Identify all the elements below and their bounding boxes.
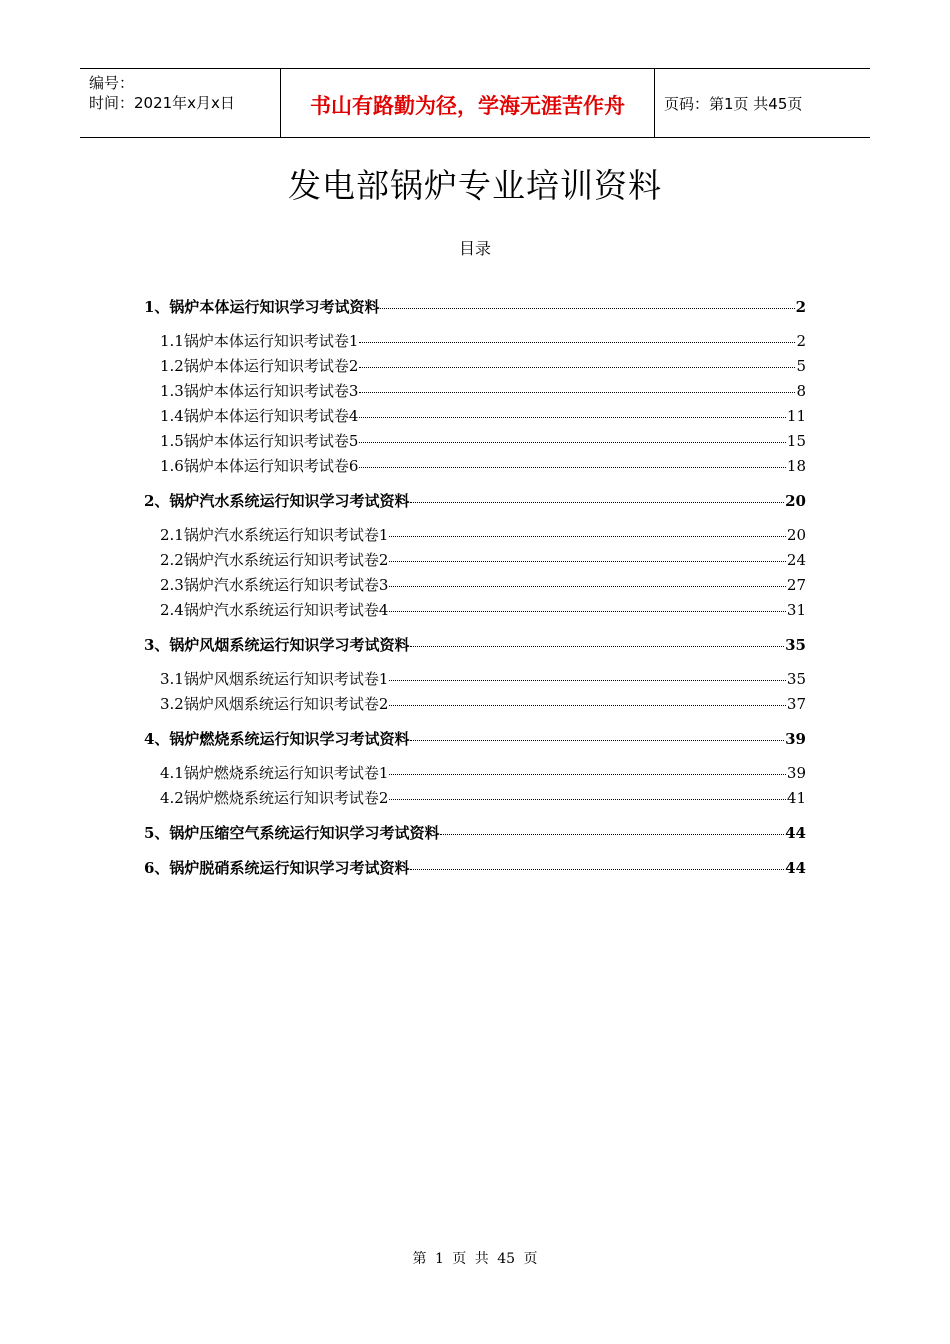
- toc-entry-page-number: 31: [786, 601, 806, 619]
- toc-entry-page-number: 15: [786, 432, 806, 450]
- toc-dot-leader: [389, 773, 786, 775]
- toc-entry-page-number: 5: [796, 357, 806, 375]
- toc-dot-leader: [359, 466, 786, 468]
- toc-heading: 目录: [458, 239, 491, 258]
- toc-entry-label: 1、锅炉本体运行知识学习考试资料: [144, 298, 380, 316]
- toc-entry-label: 1.4锅炉本体运行知识考试卷4: [160, 407, 359, 425]
- toc-entry-page-number: 44: [785, 824, 806, 842]
- toc-entry-label: 1.1锅炉本体运行知识考试卷1: [160, 332, 359, 350]
- toc-entry-page-number: 18: [786, 457, 806, 475]
- toc-subsection-entry[interactable]: [160, 330, 806, 350]
- toc-entry-page-number: 20: [786, 526, 806, 544]
- toc-subsection-entry[interactable]: [160, 787, 806, 807]
- toc-dot-leader: [389, 679, 786, 681]
- toc-entry-page-number: 41: [786, 789, 806, 807]
- toc-dot-leader: [359, 341, 795, 343]
- page-footer: 第 1 页 共 45 页: [412, 1251, 538, 1267]
- document-number-label: 编号：: [89, 74, 135, 92]
- toc-entry-page-number: 20: [785, 492, 806, 510]
- toc-entry-page-number: 39: [786, 764, 806, 782]
- toc-entry-page-number: 27: [786, 576, 806, 594]
- toc-entry-label: 2.3锅炉汽水系统运行知识考试卷3: [160, 576, 389, 594]
- toc-entry-page-number: 24: [786, 551, 806, 569]
- toc-dot-leader: [359, 416, 786, 418]
- toc-subsection-entry[interactable]: [160, 668, 806, 688]
- toc-entry-page-number: 44: [785, 859, 806, 877]
- toc-entry-label: 1.2锅炉本体运行知识考试卷2: [160, 357, 359, 375]
- toc-dot-leader: [389, 585, 786, 587]
- toc-dot-leader: [359, 441, 786, 443]
- toc-entry-label: 2.4锅炉汽水系统运行知识考试卷4: [160, 601, 389, 619]
- toc-entry-label: 2.2锅炉汽水系统运行知识考试卷2: [160, 551, 389, 569]
- toc-entry-page-number: 35: [786, 670, 806, 688]
- header-left-cell: [80, 69, 281, 137]
- toc-section-entry[interactable]: [144, 822, 806, 842]
- toc-dot-leader: [359, 391, 795, 393]
- toc-subsection-entry[interactable]: [160, 599, 806, 619]
- toc-dot-leader: [389, 560, 786, 562]
- toc-dot-leader: [440, 833, 784, 835]
- toc-subsection-entry[interactable]: [160, 524, 806, 544]
- header-motto: 书山有路勤为径，学海无涯苦作舟: [281, 69, 655, 137]
- toc-dot-leader: [380, 307, 794, 309]
- toc-entry-label: 1.6锅炉本体运行知识考试卷6: [160, 457, 359, 475]
- page-header-table: [80, 68, 870, 138]
- toc-subsection-entry[interactable]: [160, 693, 806, 713]
- toc-subsection-entry[interactable]: [160, 549, 806, 569]
- toc-subsection-entry[interactable]: [160, 380, 806, 400]
- toc-section-entry[interactable]: [144, 634, 806, 654]
- toc-entry-label: 4、锅炉燃烧系统运行知识学习考试资料: [144, 730, 410, 748]
- toc-entry-page-number: 37: [786, 695, 806, 713]
- toc-entry-label: 5、锅炉压缩空气系统运行知识学习考试资料: [144, 824, 440, 842]
- toc-dot-leader: [389, 704, 786, 706]
- toc-entry-page-number: 2: [795, 298, 806, 316]
- document-title: 发电部锅炉专业培训资料: [288, 166, 662, 205]
- toc-subsection-entry[interactable]: [160, 355, 806, 375]
- toc-section-entry[interactable]: [144, 857, 806, 877]
- toc-entry-label: 3、锅炉风烟系统运行知识学习考试资料: [144, 636, 410, 654]
- toc-dot-leader: [410, 868, 784, 870]
- toc-entry-label: 1.3锅炉本体运行知识考试卷3: [160, 382, 359, 400]
- toc-subsection-entry[interactable]: [160, 430, 806, 450]
- toc-dot-leader: [389, 798, 786, 800]
- toc-entry-page-number: 35: [785, 636, 806, 654]
- toc-entry-label: 4.2锅炉燃烧系统运行知识考试卷2: [160, 789, 389, 807]
- header-page-info: 页码：第1页 共45页: [664, 94, 803, 113]
- toc-dot-leader: [359, 366, 795, 368]
- toc-subsection-entry[interactable]: [160, 405, 806, 425]
- toc-entry-page-number: 2: [796, 332, 806, 350]
- toc-subsection-entry[interactable]: [160, 455, 806, 475]
- toc-dot-leader: [410, 501, 784, 503]
- toc-entry-label: 2.1锅炉汽水系统运行知识考试卷1: [160, 526, 389, 544]
- toc-dot-leader: [410, 645, 784, 647]
- toc-section-entry[interactable]: [144, 296, 806, 316]
- toc-entry-label: 3.1锅炉风烟系统运行知识考试卷1: [160, 670, 389, 688]
- toc-dot-leader: [410, 739, 784, 741]
- toc-dot-leader: [389, 610, 786, 612]
- toc-section-entry[interactable]: [144, 490, 806, 510]
- toc-entry-page-number: 39: [785, 730, 806, 748]
- toc-entry-page-number: 8: [796, 382, 806, 400]
- toc-entry-page-number: 11: [786, 407, 806, 425]
- toc-entry-label: 2、锅炉汽水系统运行知识学习考试资料: [144, 492, 410, 510]
- toc-section-entry[interactable]: [144, 728, 806, 748]
- toc-entry-label: 3.2锅炉风烟系统运行知识考试卷2: [160, 695, 389, 713]
- toc-entry-label: 1.5锅炉本体运行知识考试卷5: [160, 432, 359, 450]
- document-date-label: 时间：2021年x月x日: [89, 94, 235, 112]
- toc-dot-leader: [389, 535, 786, 537]
- toc-subsection-entry[interactable]: [160, 762, 806, 782]
- toc-subsection-entry[interactable]: [160, 574, 806, 594]
- toc-entry-label: 4.1锅炉燃烧系统运行知识考试卷1: [160, 764, 389, 782]
- toc-entry-label: 6、锅炉脱硝系统运行知识学习考试资料: [144, 859, 410, 877]
